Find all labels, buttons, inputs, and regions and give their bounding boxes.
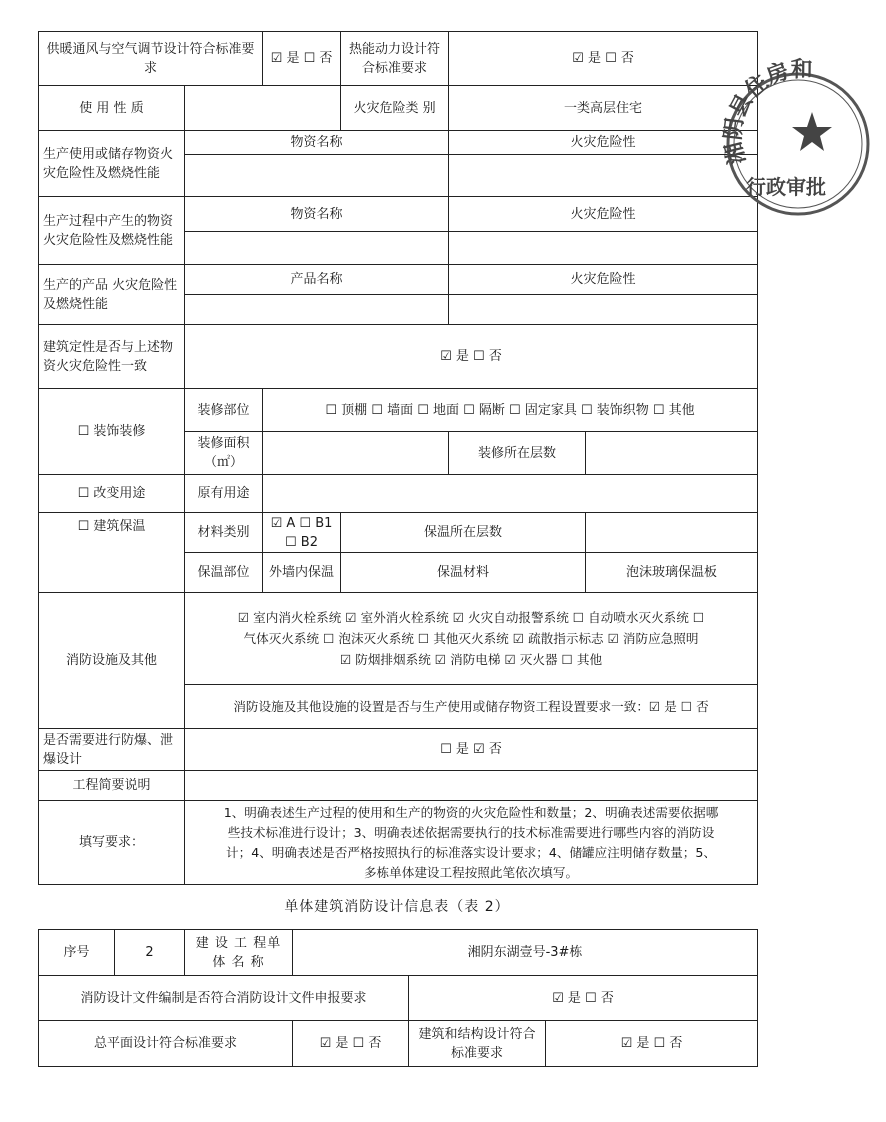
- decoration-label[interactable]: ☐ 装饰装修: [39, 389, 185, 475]
- insulation-type[interactable]: ☑ A ☐ B1 ☐ B2: [263, 513, 341, 553]
- seq-label: 序号: [39, 930, 115, 976]
- seal-star-icon: [792, 112, 832, 151]
- hvac-label: 供暖通风与空气调节设计符合标准要求: [39, 32, 263, 86]
- seq-value[interactable]: 2: [115, 930, 185, 976]
- seal-text-mid: 行政审批: [746, 175, 826, 199]
- fire-category-label: 火灾危险类 别: [341, 86, 449, 131]
- fire-facilities-list[interactable]: [185, 593, 758, 685]
- storage-label: 生产使用或储存物资火灾危险性及燃烧性能: [39, 131, 185, 197]
- site-label: 总平面设计符合标准要求: [39, 1021, 293, 1067]
- requirements-line-3: 计；4、明确表述是否严格按照执行的标准落实设计要求；4、储罐应注明储存数量；5、: [226, 844, 717, 860]
- fire-facilities-consistency[interactable]: 消防设施及其他设施的设置是否与生产使用或储存物资工程设置要求一致：☑ 是 ☐ 否: [185, 685, 758, 729]
- process-name-value[interactable]: [185, 232, 449, 265]
- requirements-line-2: 些技术标准进行设计；3、明确表述依据需要执行的技术标准需要进行哪些内容的消防设: [227, 824, 715, 840]
- fire-facilities-line-2: 气体灭火系统 ☐ 泡沫灭火系统 ☐ 其他灭火系统 ☑ 疏散指示标志 ☑ 消防应急照明: [243, 631, 699, 646]
- requirements-line-4: 多栋单体建设工程按照此笔依次填写。: [363, 864, 579, 880]
- use-nature-label: 使 用 性 质: [39, 86, 185, 131]
- single-building-info-table: [38, 929, 758, 1067]
- table2-title: 单体建筑消防设计信息表（表 2）: [284, 899, 510, 915]
- seal-text-top: 湘阴县住房和: [720, 57, 813, 167]
- insulation-floor-label: 保温所在层数: [341, 513, 586, 553]
- product-label: 生产的产品 火灾危险性及燃烧性能: [39, 265, 185, 325]
- brief-label: 工程简要说明: [39, 771, 185, 801]
- decoration-floor-label: 装修所在层数: [449, 432, 586, 475]
- brief-value[interactable]: [185, 771, 758, 801]
- product-col-name: 产品名称: [185, 265, 449, 295]
- insulation-material[interactable]: 泡沫玻璃保温板: [586, 553, 758, 593]
- consistent-label: 建筑定性是否与上述物资火灾危险性一致: [39, 325, 185, 389]
- insulation-position[interactable]: 外墙内保温: [263, 553, 341, 593]
- process-col-hazard: 火灾危险性: [449, 197, 758, 232]
- insulation-position-label: 保温部位: [185, 553, 263, 593]
- process-hazard-value[interactable]: [449, 232, 758, 265]
- original-use-value[interactable]: [263, 475, 758, 513]
- fire-facilities-label: 消防设施及其他: [39, 593, 185, 729]
- docs-label: 消防设计文件编制是否符合消防设计文件申报要求: [39, 976, 409, 1021]
- decoration-parts[interactable]: ☐ 顶棚 ☐ 墙面 ☐ 地面 ☐ 隔断 ☐ 固定家具 ☐ 装饰织物 ☐ 其他: [263, 389, 758, 432]
- use-nature-value[interactable]: [185, 86, 341, 131]
- svg-text:湘阴县住房和: [721, 58, 813, 167]
- decoration-floor-value[interactable]: [586, 432, 758, 475]
- insulation-type-label: 材料类别: [185, 513, 263, 553]
- insulation-floor-value[interactable]: [586, 513, 758, 553]
- thermal-label: 热能动力设计符合标准要求: [341, 32, 449, 86]
- fire-category-value[interactable]: 一类高层住宅: [449, 86, 758, 131]
- structure-label: 建筑和结构设计符合标准要求: [409, 1021, 546, 1067]
- site-check[interactable]: ☑ 是 ☐ 否: [293, 1021, 409, 1067]
- building-name-value[interactable]: 湘阴东湖壹号-3#栋: [293, 930, 758, 976]
- insulation-material-label: 保温材料: [341, 553, 586, 593]
- storage-name-value[interactable]: [185, 155, 449, 197]
- building-name-label: 建 设 工 程单 体 名 称: [185, 930, 293, 976]
- fire-facilities-line-3: ☑ 防烟排烟系统 ☑ 消防电梯 ☑ 灭火器 ☐ 其他: [339, 652, 603, 667]
- structure-check[interactable]: ☑ 是 ☐ 否: [546, 1021, 758, 1067]
- fire-design-info-table: [38, 31, 758, 885]
- storage-col-name: 物资名称: [185, 131, 449, 155]
- process-label: 生产过程中产生的物资火灾危险性及燃烧性能: [39, 197, 185, 265]
- requirements-text: [185, 801, 758, 885]
- storage-col-hazard: 火灾危险性: [449, 131, 758, 155]
- change-use-label[interactable]: ☐ 改变用途: [39, 475, 185, 513]
- official-seal: [716, 57, 886, 222]
- product-name-value[interactable]: [185, 295, 449, 325]
- hvac-check[interactable]: ☑ 是 ☐ 否: [263, 32, 341, 86]
- docs-check[interactable]: ☑ 是 ☐ 否: [409, 976, 758, 1021]
- requirements-line-1: 1、明确表述生产过程的使用和生产的物资的火灾危险性和数量；2、明确表述需要依据哪: [223, 804, 719, 820]
- decoration-area-value[interactable]: [263, 432, 449, 475]
- decoration-area-label: 装修面积（㎡）: [185, 432, 263, 475]
- storage-hazard-value[interactable]: [449, 155, 758, 197]
- decoration-parts-label: 装修部位: [185, 389, 263, 432]
- requirements-label: 填写要求：: [39, 801, 185, 885]
- consistent-check[interactable]: ☑ 是 ☐ 否: [185, 325, 758, 389]
- product-col-hazard: 火灾危险性: [449, 265, 758, 295]
- process-col-name: 物资名称: [185, 197, 449, 232]
- explosion-label: 是否需要进行防爆、泄爆设计: [39, 729, 185, 771]
- original-use-label: 原有用途: [185, 475, 263, 513]
- explosion-check[interactable]: ☐ 是 ☑ 否: [185, 729, 758, 771]
- fire-facilities-line-1: ☑ 室内消火栓系统 ☑ 室外消火栓系统 ☑ 火灾自动报警系统 ☐ 自动喷水灭火系统 ☐: [237, 610, 705, 625]
- thermal-check[interactable]: ☑ 是 ☐ 否: [449, 32, 758, 86]
- insulation-label[interactable]: ☐ 建筑保温: [39, 513, 185, 593]
- product-hazard-value[interactable]: [449, 295, 758, 325]
